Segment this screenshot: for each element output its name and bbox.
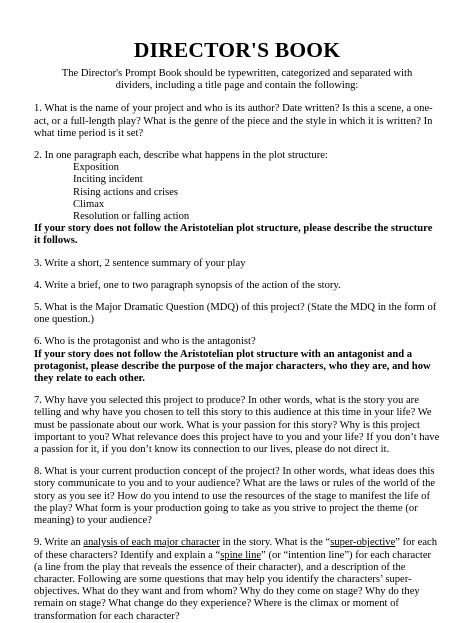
question-9-part: 9. Write an <box>34 537 84 549</box>
list-item: Resolution or falling action <box>73 211 190 223</box>
question-6-note: If your story does not follow the Aristotelian plot structure with an antagonist and a protagonist, please describe the purpose of the major characters, who they are, and how they relate to each other. <box>34 348 431 385</box>
question-1: 1. What is the name of your project and who is its author? Date written? Is this a scene, a one-act, or a full-length play? What is the genre of the piece and the style in which it is written? In what time period is it set? <box>34 103 433 139</box>
character-analysis-link[interactable]: analysis of each major character <box>83 537 220 549</box>
question-5: 5. What is the Major Dramatic Question (MDQ) of this project? (State the MDQ in the form of one question.) <box>34 302 437 326</box>
list-item: Climax <box>73 198 105 210</box>
question-4: 4. Write a brief, one to two paragraph synopsis of the action of the story. <box>34 279 341 291</box>
list-item: Inciting incident <box>73 174 143 186</box>
question-9-part: in the story. What is the “ <box>219 537 331 549</box>
question-8: 8. What is your current production concept of the project? In other words, what ideas does this story communicate to you and to your audience? What are the laws or rules of the world of the story as you see it? How do you intend to use the resources of the stage to manifest the life of the play? What form is your production going to take as you strive to project the theme (or meaning) to your audience? <box>34 466 436 527</box>
question-9-part: ” (or “intention line”) for each character (a line from the play that reveals the essence of their character), and a description of the character. Following are some questions that may help you identify the characters’ super-objectives. What do they want and from whom? Why do they come on stage? Why do they remain on stage? What change do they experience? Where is the climax or moment of transformation for each character? <box>34 549 432 622</box>
page-title: DIRECTOR'S BOOK <box>133 38 341 62</box>
question-2-note: If your story does not follow the Aristotelian plot structure, please describe the structure it follows. <box>34 223 433 247</box>
intro-text: The Director's Prompt Book should be typewritten, categorized and separated with dividers, including a title page and contain the following: <box>61 68 413 92</box>
question-6 <box>34 336 440 385</box>
question-9 <box>34 537 440 622</box>
question-3: 3. Write a short, 2 sentence summary of your play <box>34 257 246 269</box>
super-objective-link[interactable]: super-objective <box>330 537 396 549</box>
plot-structure-list <box>34 162 440 223</box>
list-item: Exposition <box>73 162 119 174</box>
question-7: 7. Why have you selected this project to produce? In other words, what is the story you are telling and why have you chosen to tell this story to this audience at this time in your life? We must be passionate about our work. What is your passion for this story? Why is this project important to you? What relevance does this project have to you and your life? If you don’t have a passion for it, if you don’t know its connection to our lives, please do not direct it. <box>34 395 440 456</box>
list-item: Rising actions and crises <box>73 186 179 198</box>
question-6-text: 6. Who is the protagonist and who is the antagonist? <box>34 336 256 348</box>
question-9-part: ” for each of these characters? Identify and explain a “ <box>34 537 438 561</box>
question-2-text: 2. In one paragraph each, describe what happens in the plot structure: <box>34 150 328 162</box>
spine-line-link[interactable]: spine line <box>220 549 262 561</box>
question-2 <box>34 150 440 248</box>
